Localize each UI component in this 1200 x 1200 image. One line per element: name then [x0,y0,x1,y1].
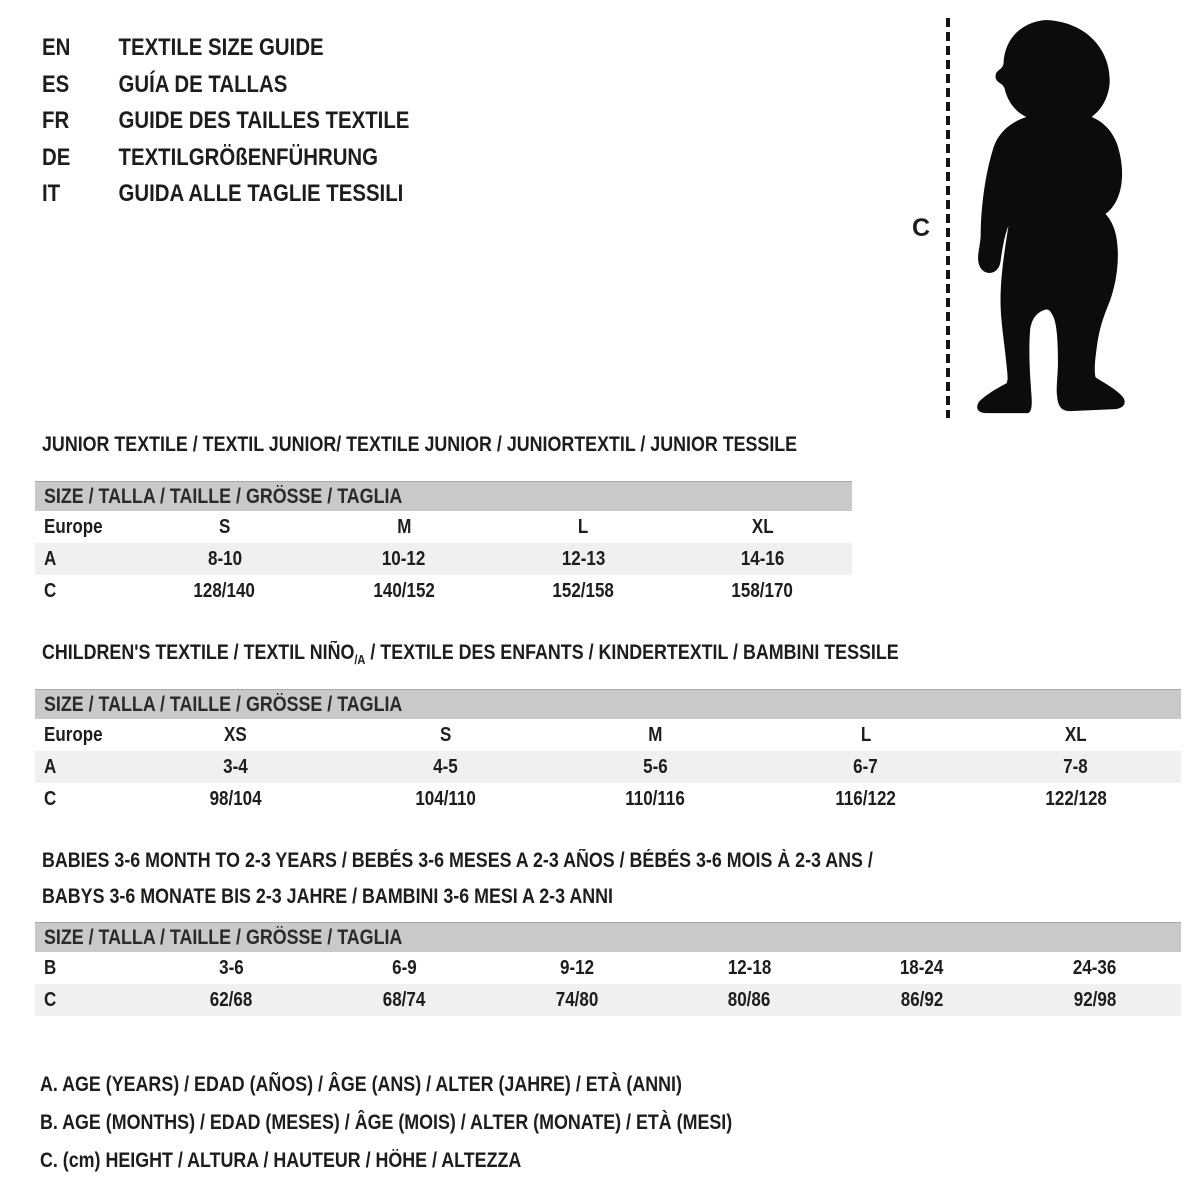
table-cell-text: 116/122 [835,787,896,810]
toddler-silhouette-path [977,20,1124,413]
junior-size-header-bar [35,481,852,511]
size-header-label: SIZE / TALLA / TAILLE / GRÖSSE / TAGLIA [44,692,403,716]
size-col-label [340,724,550,747]
junior-height-row [35,575,852,607]
junior-section-title: JUNIOR TEXTILE / TEXTIL JUNIOR/ TEXTILE JUNIOR / JUNIORTEXTIL / JUNIOR TESSILE [42,433,798,456]
table-cell [1008,989,1181,1012]
table-cell-text: 98/104 [209,787,262,810]
table-cell-text: 10-12 [382,547,426,570]
children-size-table [35,689,1181,815]
legend-line-b: B. AGE (MONTHS) / EDAD (MESES) / ÂGE (MOIS) / ALTER (MONATE) / ETÀ (MESI) [40,1111,733,1134]
language-row-fr [42,103,409,140]
table-cell [318,989,491,1012]
table-cell [836,989,1009,1012]
table-cell-text: 12-13 [561,547,605,570]
row-label-c [35,788,130,811]
language-code: DE [42,143,71,171]
babies-height-row [35,984,1181,1016]
table-cell-text: 24-36 [1072,956,1117,979]
junior-header-row [35,511,852,543]
table-cell [135,548,314,571]
table-cell [145,957,318,980]
size-col-label-text: S [218,515,231,538]
size-col-label-text: XS [223,723,247,746]
language-title: GUIDA ALLE TAGLIE TESSILI [118,180,404,208]
table-cell [340,788,550,811]
size-col-label [550,724,760,747]
table-cell [314,548,493,571]
babies-size-header-bar [35,922,1181,952]
language-title: GUIDE DES TAILLES TEXTILE [118,107,410,135]
region-label [35,516,135,539]
language-title: TEXTILE SIZE GUIDE [118,34,324,62]
size-col-label-text: M [396,515,411,538]
row-label-b [35,957,145,980]
table-cell-text: 68/74 [382,988,426,1011]
table-cell-text: 14-16 [740,547,785,570]
row-label-c [35,580,135,603]
junior-size-table [35,481,852,607]
size-col-label-text: L [577,515,589,538]
table-cell [550,756,760,779]
row-label-text: C [44,579,57,602]
table-cell-text: 6-7 [853,755,878,778]
babies-title-line1: BABIES 3-6 MONTH TO 2-3 YEARS / BEBÉS 3-6 MESES A 2-3 AÑOS / BÉBÉS 3-6 MOIS À 2-3 ANS / [42,849,873,872]
legend-line-a: A. AGE (YEARS) / EDAD (AÑOS) / ÂGE (ANS) / ALTER (JAHRE) / ETÀ (ANNI) [40,1073,682,1096]
table-cell-text: 122/128 [1045,787,1107,810]
children-section-title [42,641,899,667]
table-cell [490,957,663,980]
table-cell [494,548,673,571]
junior-age-row [35,543,852,575]
babies-title-line2: BABYS 3-6 MONATE BIS 2-3 JAHRE / BAMBINI 3-6 MESI A 2-3 ANNI [42,885,613,908]
size-col-label [314,516,493,539]
table-cell-text: 3-4 [222,755,248,778]
table-cell-text: 74/80 [555,988,598,1011]
language-row-it [42,176,409,213]
legend-line-c: C. (cm) HEIGHT / ALTURA / HAUTEUR / HÖHE / ALTEZZA [40,1149,522,1172]
size-col-label [761,724,971,747]
table-cell-text: 4-5 [432,755,458,778]
table-cell-text: 158/170 [731,579,794,602]
language-title: GUÍA DE TALLAS [118,70,288,98]
table-cell [673,548,852,571]
babies-size-table [35,922,1181,1016]
table-cell [340,756,550,779]
size-col-label [494,516,673,539]
table-cell-text: 62/68 [210,988,253,1011]
table-cell-text: 110/116 [625,787,686,810]
children-title-subscript: /A [354,652,366,668]
table-cell [494,580,673,603]
children-size-header-bar [35,689,1181,719]
height-measure-dashed-line [946,18,950,418]
table-cell [1008,957,1181,980]
row-label-a [35,756,130,779]
table-cell-text: 140/152 [373,579,435,602]
table-cell-text: 8-10 [207,547,242,570]
table-cell [971,788,1181,811]
size-col-label-text: S [439,723,451,746]
table-cell-text: 92/98 [1073,988,1116,1011]
size-header-label: SIZE / TALLA / TAILLE / GRÖSSE / TAGLIA [44,925,403,949]
row-label-c [35,989,145,1012]
row-label-text: B [44,956,57,979]
height-measure-label: C [912,214,931,242]
language-code: EN [42,34,71,62]
language-row-es [42,67,409,104]
table-cell [318,957,491,980]
toddler-silhouette [966,14,1140,420]
table-cell-text: 12-18 [727,956,772,979]
table-cell [145,989,318,1012]
size-col-label [673,516,852,539]
region-label-text: Europe [44,515,103,538]
table-cell [971,756,1181,779]
row-label-text: C [44,988,57,1011]
size-col-label-text: XL [751,515,774,538]
language-title: TEXTILGRÖßENFÜHRUNG [118,143,379,171]
table-cell [130,756,340,779]
children-age-row [35,751,1181,783]
region-label-text: Europe [44,723,103,746]
table-cell-text: 104/110 [415,787,476,810]
table-cell [550,788,760,811]
babies-months-row [35,952,1181,984]
row-label-text: A [44,755,57,778]
size-col-label-text: XL [1065,723,1087,746]
size-header-label: SIZE / TALLA / TAILLE / GRÖSSE / TAGLIA [44,484,403,508]
table-cell [663,989,836,1012]
table-cell-text: 7-8 [1063,755,1089,778]
language-code: ES [42,70,70,98]
table-cell-text: 18-24 [900,956,944,979]
size-col-label [971,724,1181,747]
language-code: FR [42,107,70,135]
row-label-a [35,548,135,571]
table-cell-text: 9-12 [559,956,594,979]
children-title-suffix: / TEXTILE DES ENFANTS / KINDERTEXTIL / BAMBINI TESSILE [365,641,899,664]
table-cell [130,788,340,811]
region-label [35,724,130,747]
table-cell-text: 5-6 [643,755,668,778]
size-col-label-text: M [648,723,663,746]
language-row-en [42,30,409,67]
measurement-legend [40,1066,854,1180]
row-label-text: A [44,547,57,570]
table-cell [836,957,1009,980]
table-cell [490,989,663,1012]
table-cell [135,580,314,603]
babies-section-title [42,843,1020,915]
table-cell [663,957,836,980]
size-col-label-text: L [860,723,871,746]
children-header-row [35,719,1181,751]
table-cell [761,788,971,811]
language-code: IT [42,180,61,208]
table-cell [314,580,493,603]
table-cell-text: 128/140 [193,579,256,602]
language-title-list [42,30,474,213]
language-row-de [42,140,409,177]
table-cell-text: 86/92 [900,988,944,1011]
table-cell-text: 152/158 [552,579,614,602]
children-title-prefix: CHILDREN'S TEXTILE / TEXTIL NIÑO [42,641,355,664]
size-col-label [130,724,340,747]
table-cell-text: 3-6 [219,956,244,979]
size-col-label [135,516,314,539]
table-cell-text: 80/86 [728,988,771,1011]
table-cell [673,580,852,603]
row-label-text: C [44,787,57,810]
table-cell-text: 6-9 [391,956,417,979]
table-cell [761,756,971,779]
children-height-row [35,783,1181,815]
